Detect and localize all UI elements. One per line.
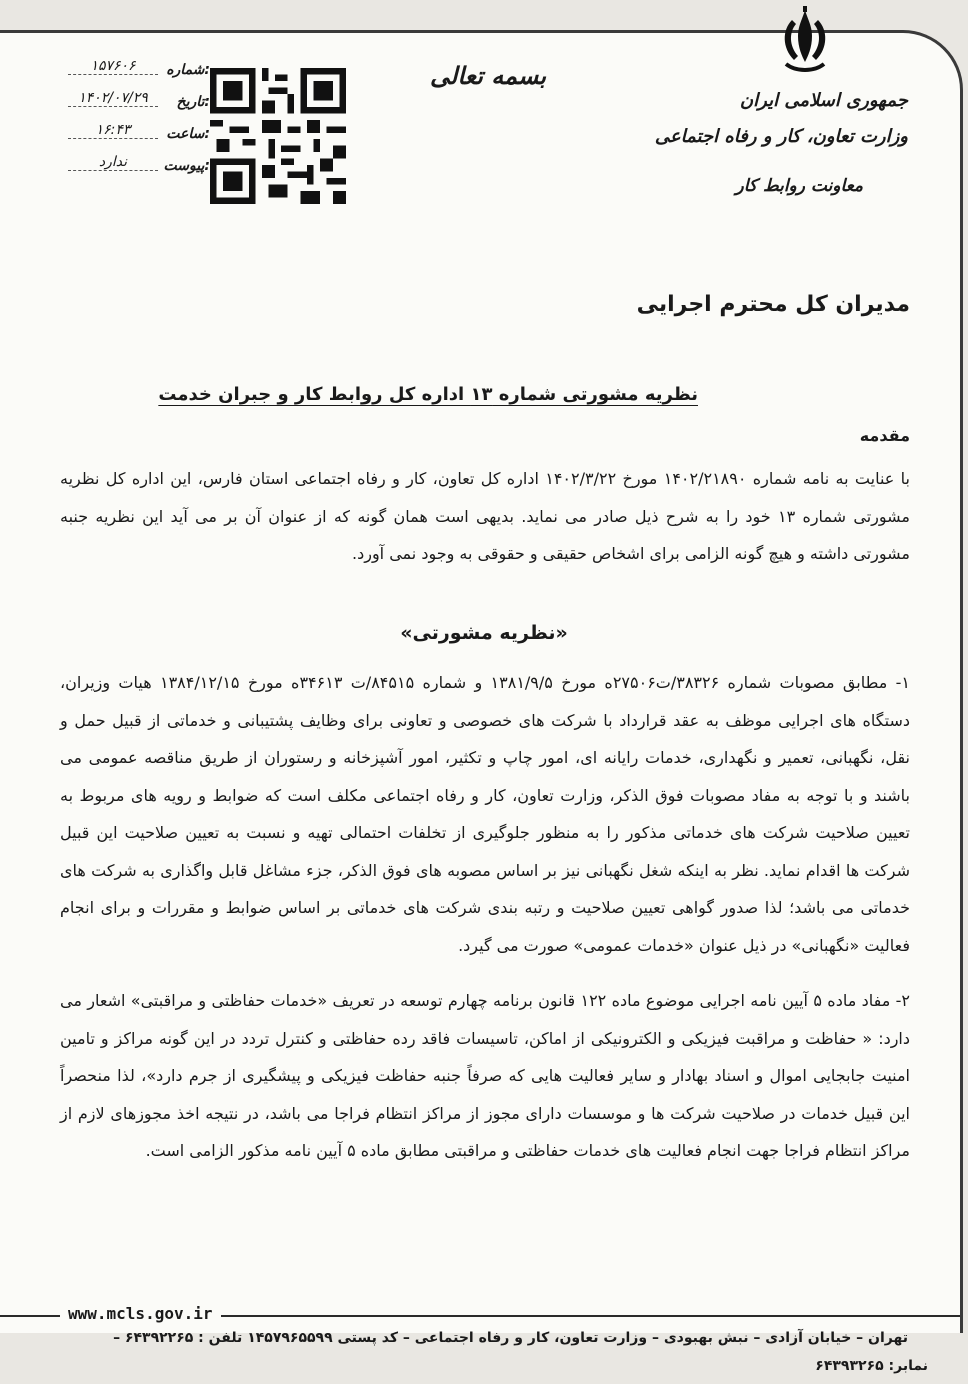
date-value: ۱۴۰۲/۰۷/۲۹: [68, 90, 158, 107]
number-value: ۱۵۷۶۰۶: [68, 58, 158, 75]
opinion-heading: «نظریه مشورتی»: [400, 622, 568, 644]
intro-heading: مقدمه: [859, 426, 910, 445]
letter-subject: نظریه مشورتی شماره ۱۳ اداره کل روابط کار و جبران خدمت: [158, 384, 698, 405]
time-value: ۱۶:۴۳: [68, 122, 158, 139]
footer-address: تهران – خیابان آزادی – نبش بهبودی – وزارت تعاون، کار و رفاه اجتماعی – کد پستی ۱۴۵۷۹۶۵۵۹۹ تلفن : ۶۴۳۹۲۲۶۵ –: [113, 1330, 908, 1346]
org-line-3: معاونت روابط کار: [735, 176, 863, 196]
meta-time: [60, 122, 210, 154]
opinion-item-2: ۲- مفاد ماده ۵ آیین نامه اجرایی موضوع ماده ۱۲۲ قانون برنامه چهارم توسعه در تعریف «خدمات حفاظتی و مراقبتی» اشعار می دارد: « حفاظت و مراقبت فیزیکی و الکترونیکی از اماکن، تاسیسات فاقد رده حفاظتی و کنترل تردد در این گونه مراکز و تامین امنیت جابجایی اموال و اسناد بهادار و سایر فعالیت هایی که صرفاً جنبه حفاظت فیزیکی و پیشگیری از جرم دارد»، لذا منحصراً این قبیل خدمات در صلاحیت شرکت ها و موسسات دارای مجوز از مراکز انتظام فراجا می باشد، در نتیجه اخذ مجوزهای لازم از مراکز انتظام فراجا جهت انجام فعالیت های خدمات حفاظتی و مراقبتی مطابق ماده ۵ آیین نامه مذکور الزامی است.: [60, 991, 910, 1160]
org-line-2: وزارت تعاون، کار و رفاه اجتماعی: [654, 126, 908, 147]
salutation: مدیران کل محترم اجرایی: [636, 292, 910, 317]
letter-meta: [60, 58, 210, 186]
footer-website-link[interactable]: www.mcls.gov.ir: [60, 1304, 221, 1323]
basmala: بسمه تعالی: [430, 62, 547, 90]
qr-code-icon: [210, 66, 346, 206]
attachment-label: پیوست:: [163, 158, 210, 174]
iran-emblem-icon: [774, 6, 836, 76]
date-label: تاریخ:: [176, 94, 210, 110]
org-line-1: جمهوری اسلامی ایران: [739, 90, 908, 111]
meta-date: [60, 90, 210, 122]
footer-fax: نمابر: ۶۴۳۹۳۲۶۵: [815, 1358, 928, 1374]
number-label: شماره:: [166, 62, 210, 78]
attachment-value: ندارد: [68, 154, 158, 171]
meta-number: [60, 58, 210, 90]
intro-paragraph: با عنایت به نامه شماره ۱۴۰۲/۲۱۸۹۰ مورخ ۱۴۰۲/۳/۲۲ اداره کل تعاون، کار و رفاه اجتماعی استان فارس، این اداره کل نظریه مشورتی شماره ۱۳ خود را به شرح ذیل صادر می نماید. بدیهی است همان گونه که از عنوان آن بر می آید این نظریه جنبه مشورتی داشته و هیچ گونه الزامی برای اشخاص حقیقی و حقوقی به وجود نمی آورد.: [60, 469, 910, 563]
meta-attachment: [60, 154, 210, 186]
opinion-item-1: ۱- مطابق مصوبات شماره ۳۸۳۲۶/ت۲۷۵۰۶ه مورخ ۱۳۸۱/۹/۵ و شماره ۸۴۵۱۵/ت ۳۴۶۱۳ه مورخ ۱۳۸۴/۱۲/۱۵ هیات وزیران، دستگاه های اجرایی موظف به عقد قرارداد با شرکت های خصوصی و تعاونی برای وظایف پشتیبانی و خدماتی از قبیل حمل و نقل، نگهبانی، تعمیر و نگهداری، خدمات رایانه ای، امور چاپ و تکثیر، امور آشپزخانه و رستوران از طریق مناقصه عمومی می باشند و با توجه به مفاد مصوبات فوق الذکر، وزارت تعاون، کار و رفاه اجتماعی مکلف است که ضوابط و رویه های مربوط به تعیین صلاحیت شرکت های خدماتی مذکور را به منظور جلوگیری از تخلفات احتمالی تهیه و نسبت به تعیین صلاحیت این قبیل شرکت ها اقدام نماید. نظر به اینکه شغل نگهبانی نیز بر اساس مصوبه های فوق الذکر، جزء مشاغل قابل واگذاری به شرکت های خدماتی می باشد؛ لذا صدور گواهی تعیین صلاحیت و رتبه بندی شرکت های خدماتی بر اساس ضوابط و مقررات و برای انجام فعالیت «نگهبانی» در ذیل عنوان «خدمات عمومی» صورت می گیرد.: [60, 673, 911, 955]
time-label: ساعت:: [166, 126, 210, 142]
